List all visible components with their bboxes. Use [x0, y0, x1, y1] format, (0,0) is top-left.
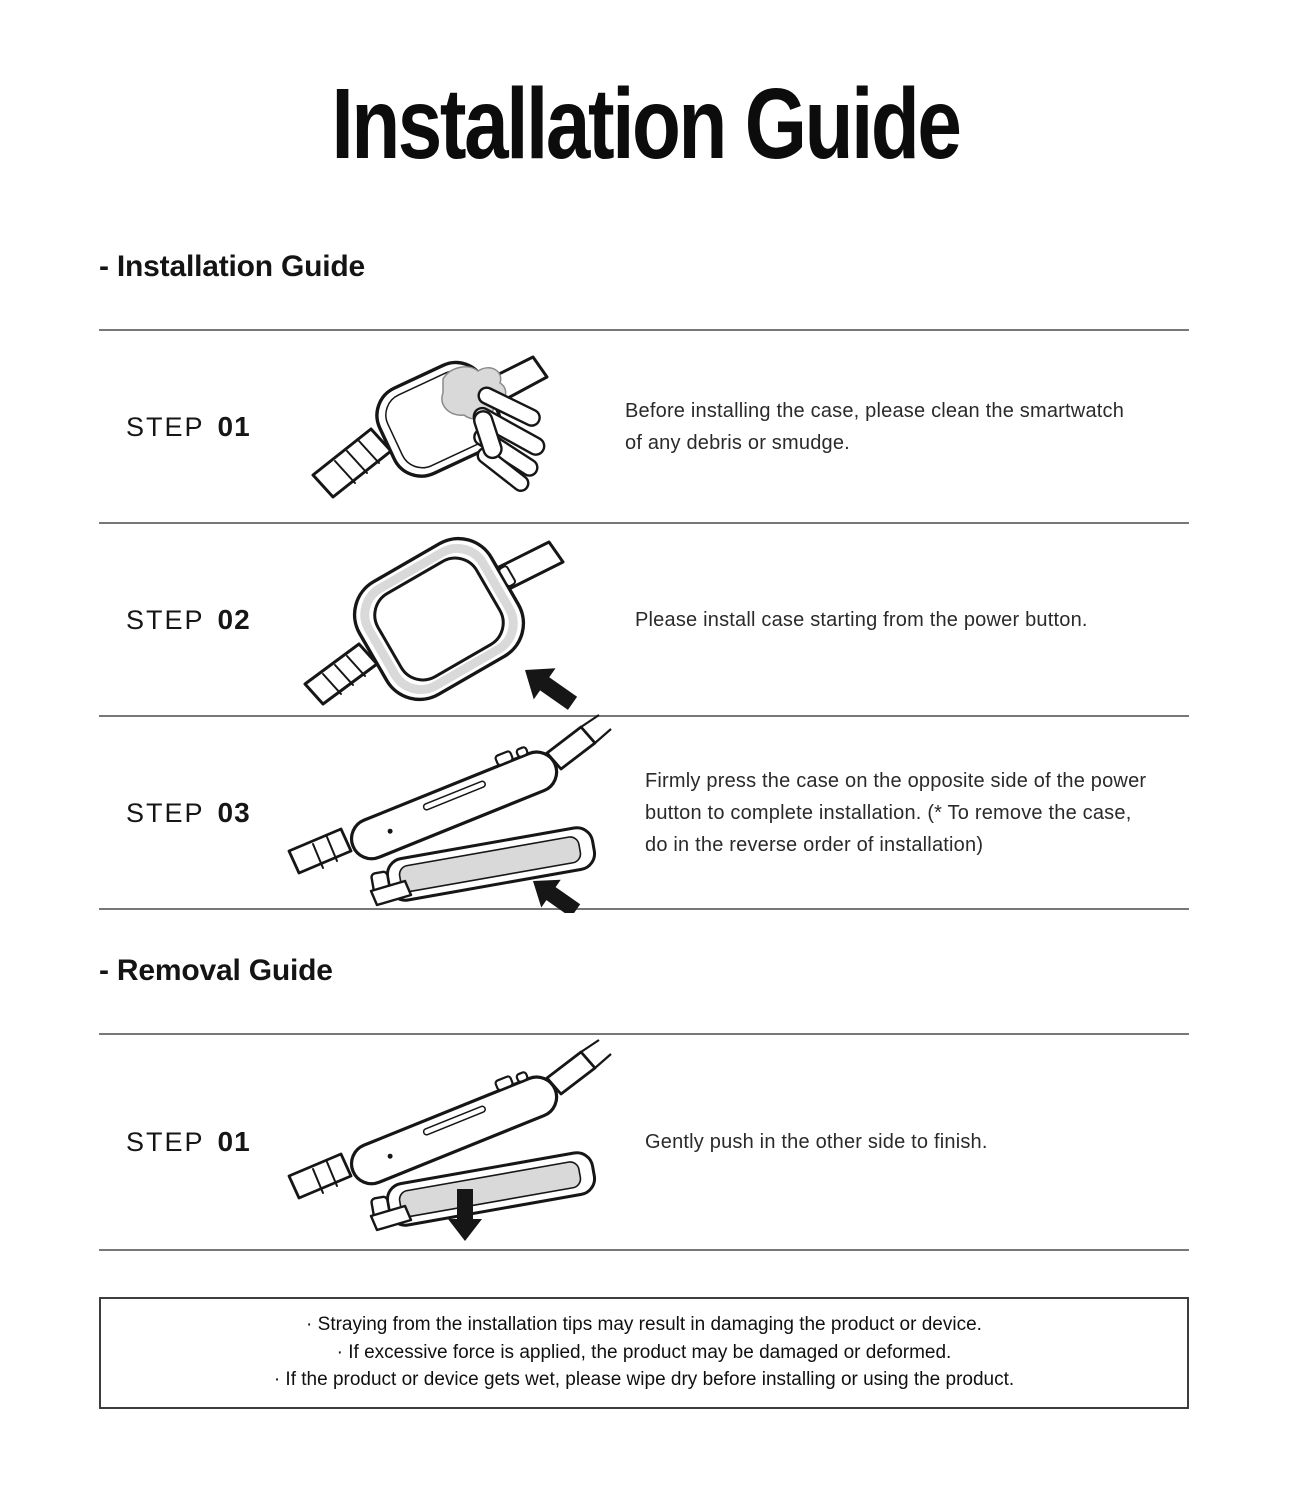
smartwatch-cleaning-illustration [285, 347, 585, 507]
divider [99, 908, 1189, 910]
step-description [615, 765, 1146, 861]
step-description [605, 604, 1088, 636]
install-step-1-row [99, 331, 1189, 522]
step-word: STEP [126, 797, 205, 828]
note-line: · If excessive force is applied, the product may be damaged or deformed. [336, 1341, 952, 1363]
title-area [0, 0, 1290, 178]
step-text-line: Firmly press the case on the opposite side of the power [645, 769, 1147, 792]
step-number: 02 [217, 603, 251, 635]
step-word: STEP [126, 1127, 205, 1157]
watch-strap-end [547, 715, 611, 769]
hand [471, 385, 547, 494]
step-text-line: Before installing the case, please clean the smartwatch [625, 399, 1125, 422]
step-text-line: Gently push in the other side to finish. [645, 1131, 988, 1153]
note-line: · Straying from the installation tips may result in damaging the product or device. [306, 1314, 982, 1335]
press-watch-into-case-illustration [275, 713, 615, 913]
step-word: STEP [126, 411, 205, 442]
content-column [99, 250, 1189, 1409]
removal-step-1-row [99, 1035, 1189, 1249]
step-word: STEP [126, 604, 205, 635]
direction-arrow-icon [514, 654, 583, 717]
step-number: 01 [217, 410, 251, 442]
install-case-from-power-button-arrow-icon [275, 522, 605, 717]
caution-notes-box [99, 1297, 1189, 1409]
step-label [99, 411, 275, 443]
step-text-line: Please install case starting from the power button. [635, 608, 1088, 631]
section-heading-removal: - Removal Guide [99, 954, 333, 987]
watch-band [313, 429, 391, 497]
watch-band [289, 1154, 351, 1198]
step-description [615, 1126, 988, 1158]
step-label [99, 797, 275, 829]
install-step-2-row [99, 524, 1189, 715]
step-text-line: of any debris or smudge. [625, 431, 850, 454]
push-other-side-arrow-down-icon [275, 1038, 615, 1246]
case-install-illustration [275, 522, 605, 717]
section-heading-installation: - Installation Guide [99, 250, 366, 283]
step-number: 03 [217, 796, 251, 828]
step-label [99, 604, 275, 636]
step-number: 01 [217, 1126, 251, 1157]
step-text-line: button to complete installation. (* To remove the case, [645, 801, 1132, 824]
watch-strap-end [547, 1040, 611, 1094]
divider [99, 1249, 1189, 1251]
watch-band [289, 829, 351, 873]
install-step-3-row [99, 717, 1189, 908]
step-description [595, 395, 1124, 459]
note-line: · If the product or device gets wet, please wipe dry before installing or using the product. [273, 1369, 1015, 1390]
push-watch-other-side-illustration [275, 1038, 615, 1246]
watch-band [305, 644, 377, 704]
case-frame [341, 522, 545, 713]
step-label [99, 1126, 275, 1158]
page-title: Installation Guide [331, 68, 959, 180]
smartwatch-cleaning-with-cloth-icon [275, 347, 595, 507]
step-text-line: do in the reverse order of installation) [645, 833, 984, 856]
press-case-opposite-side-arrow-icon [275, 713, 615, 913]
